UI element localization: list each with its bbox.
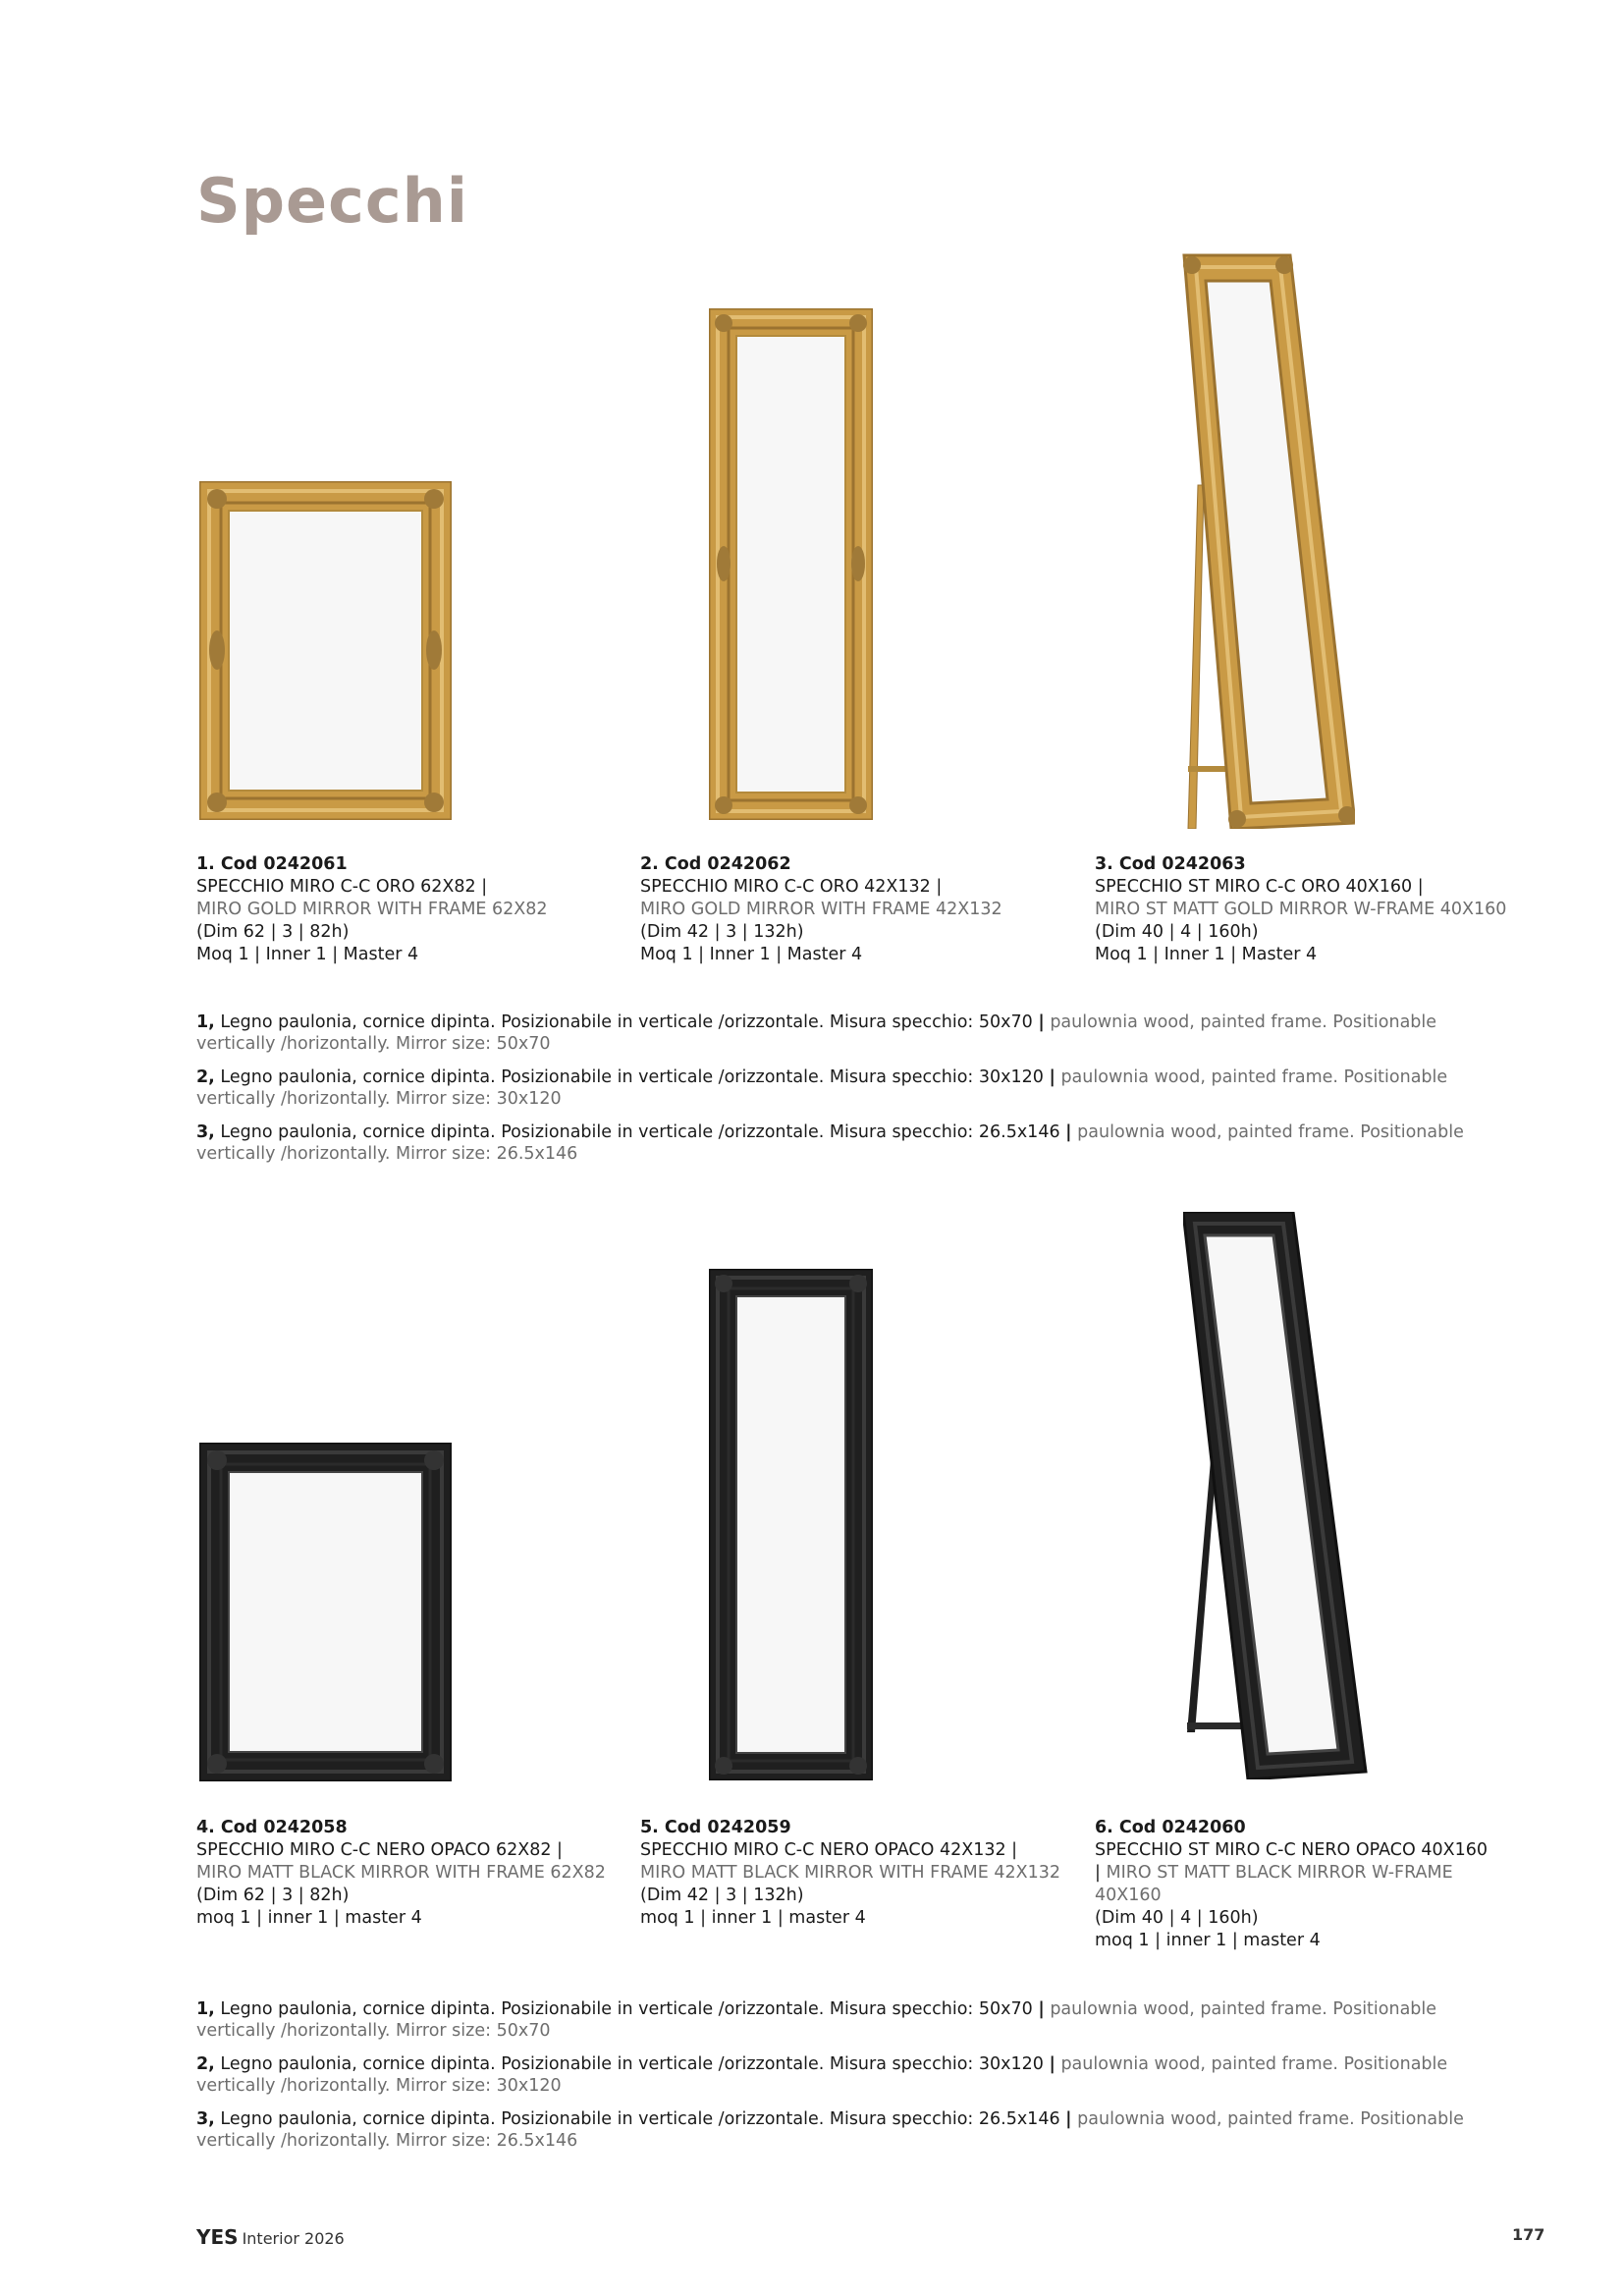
product-packaging: Moq 1 | Inner 1 | Master 4 bbox=[196, 945, 419, 964]
product-name: SPECCHIO ST MIRO C-C NERO OPACO 40X160 | MIRO ST MATT BLACK MIRROR W-FRAME 40X160 bbox=[1095, 1840, 1488, 1905]
product-card-4 bbox=[196, 1817, 609, 1930]
product-name-it: SPECCHIO MIRO C-C ORO 62X82 | bbox=[196, 877, 488, 897]
product-name: SPECCHIO MIRO C-C NERO OPACO 62X82 | MIRO MATT BLACK MIRROR WITH FRAME 62X82 bbox=[196, 1840, 606, 1883]
description-item: 2, Legno paulonia, cornice dipinta. Posizionabile in verticale /orizzontale. Misura specchio: 30x120 | paulownia wood, painted frame. Positionable vertically /horizontally. Mirror size: 30x120 bbox=[196, 1067, 1448, 1109]
product-name-en: MIRO GOLD MIRROR WITH FRAME 42X132 bbox=[640, 900, 1002, 919]
product-packaging: Moq 1 | Inner 1 | Master 4 bbox=[1095, 945, 1318, 964]
description-item: 1, Legno paulonia, cornice dipinta. Posizionabile in verticale /orizzontale. Misura specchio: 50x70 | paulownia wood, painted frame. Positionable vertically /horizontally. Mirror size: 50x70 bbox=[196, 1999, 1437, 2041]
product-name-en: MIRO ST MATT GOLD MIRROR W-FRAME 40X160 bbox=[1095, 900, 1507, 919]
description-item: 1, Legno paulonia, cornice dipinta. Posizionabile in verticale /orizzontale. Misura specchio: 50x70 | paulownia wood, painted frame. Positionable vertically /horizontally. Mirror size: 50x70 bbox=[196, 1012, 1437, 1054]
mirror-image-gold-standing-40x160 bbox=[1168, 253, 1355, 829]
product-card-2 bbox=[640, 853, 1062, 966]
product-dimensions: (Dim 40 | 4 | 160h) bbox=[1095, 922, 1259, 942]
product-packaging: Moq 1 | Inner 1 | Master 4 bbox=[640, 945, 863, 964]
mirror-image-black-standing-40x160 bbox=[1183, 1212, 1370, 1779]
product-dimensions: (Dim 62 | 3 | 82h) bbox=[196, 922, 350, 942]
description-item: 3, Legno paulonia, cornice dipinta. Posizionabile in verticale /orizzontale. Misura specchio: 26.5x146 | paulownia wood, painted frame. Positionable vertically /horizontally. Mirror size: 26.5x146 bbox=[196, 2109, 1464, 2151]
brand-logo: YES bbox=[196, 2225, 239, 2249]
description-block-bottom bbox=[196, 1998, 1473, 2163]
description-item: 3, Legno paulonia, cornice dipinta. Posizionabile in verticale /orizzontale. Misura specchio: 26.5x146 | paulownia wood, painted frame. Positionable vertically /horizontally. Mirror size: 26.5x146 bbox=[196, 1122, 1464, 1164]
mirror-image-gold-42x132 bbox=[709, 308, 873, 820]
product-dimensions: (Dim 40 | 4 | 160h) bbox=[1095, 1908, 1259, 1928]
product-dimensions: (Dim 42 | 3 | 132h) bbox=[640, 922, 804, 942]
mirror-image-gold-62x82 bbox=[199, 481, 452, 820]
product-card-5 bbox=[640, 1817, 1062, 1930]
product-dimensions: (Dim 62 | 3 | 82h) bbox=[196, 1886, 350, 1905]
product-code: 4. Cod 0242058 bbox=[196, 1818, 348, 1837]
catalog-edition: Interior 2026 bbox=[242, 2229, 345, 2248]
description-block-top bbox=[196, 1011, 1473, 1176]
product-packaging: moq 1 | inner 1 | master 4 bbox=[640, 1908, 866, 1928]
product-card-1 bbox=[196, 853, 619, 966]
mirror-image-black-42x132 bbox=[709, 1269, 873, 1780]
footer-brand bbox=[196, 2225, 345, 2249]
product-packaging: moq 1 | inner 1 | master 4 bbox=[1095, 1931, 1321, 1950]
product-name-it: SPECCHIO ST MIRO C-C ORO 40X160 | bbox=[1095, 877, 1424, 897]
product-code: 5. Cod 0242059 bbox=[640, 1818, 791, 1837]
product-code: 6. Cod 0242060 bbox=[1095, 1818, 1246, 1837]
product-name-en: MIRO GOLD MIRROR WITH FRAME 62X82 bbox=[196, 900, 548, 919]
product-code: 2. Cod 0242062 bbox=[640, 854, 791, 874]
product-dimensions: (Dim 42 | 3 | 132h) bbox=[640, 1886, 804, 1905]
product-card-6 bbox=[1095, 1817, 1488, 1952]
description-item: 2, Legno paulonia, cornice dipinta. Posizionabile in verticale /orizzontale. Misura specchio: 30x120 | paulownia wood, painted frame. Positionable vertically /horizontally. Mirror size: 30x120 bbox=[196, 2054, 1448, 2096]
page-number: 177 bbox=[1512, 2225, 1545, 2244]
product-name-it: SPECCHIO MIRO C-C ORO 42X132 | bbox=[640, 877, 943, 897]
mirror-image-black-62x82 bbox=[199, 1443, 452, 1781]
page-title: Specchi bbox=[196, 165, 468, 237]
product-name: SPECCHIO MIRO C-C NERO OPACO 42X132 | MIRO MATT BLACK MIRROR WITH FRAME 42X132 bbox=[640, 1840, 1060, 1883]
product-code: 3. Cod 0242063 bbox=[1095, 854, 1246, 874]
product-card-3 bbox=[1095, 853, 1537, 966]
product-code: 1. Cod 0242061 bbox=[196, 854, 348, 874]
product-packaging: moq 1 | inner 1 | master 4 bbox=[196, 1908, 422, 1928]
